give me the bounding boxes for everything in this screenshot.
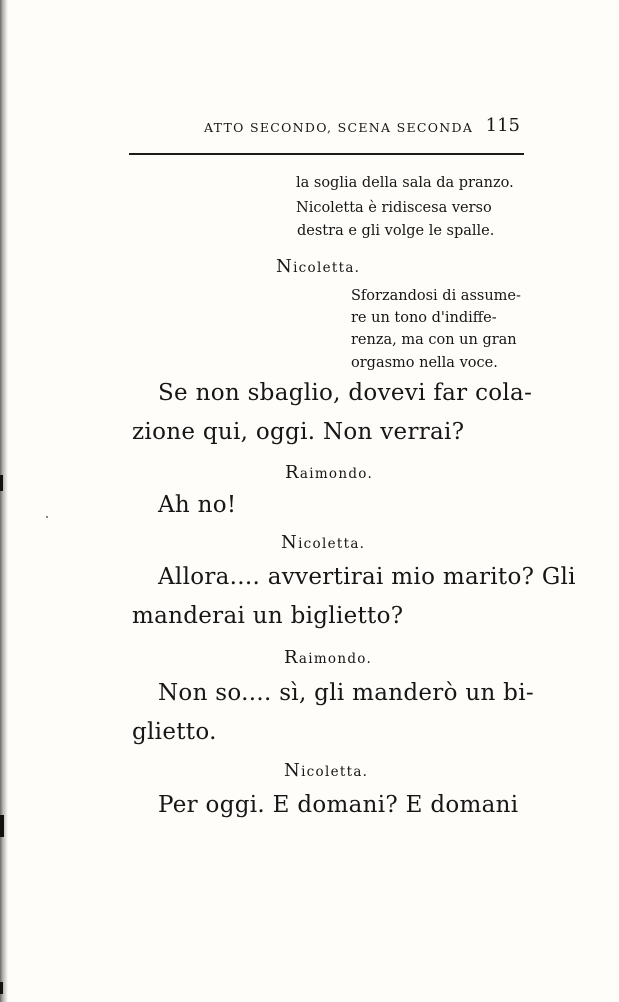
stage-direction-line: la soglia della sala da pranzo.	[296, 175, 514, 191]
edge-mark	[0, 982, 3, 994]
dialogue-line: Ah no!	[158, 492, 237, 518]
speaker-name: Nicoletta.	[276, 256, 361, 277]
edge-mark	[0, 815, 4, 837]
stage-direction-line: destra e gli volge le spalle.	[297, 223, 495, 239]
speaker-name: Nicoletta.	[281, 532, 366, 553]
stage-direction-line: orgasmo nella voce.	[351, 355, 498, 371]
edge-mark	[0, 475, 3, 491]
stage-direction-line: re un tono d'indiffe-	[351, 310, 497, 326]
dialogue-line: manderai un biglietto?	[132, 603, 404, 629]
dialogue-line: Se non sbaglio, dovevi far cola-	[158, 380, 533, 406]
speaker-name: Raimondo.	[284, 647, 373, 668]
stage-direction-line: Sforzandosi di assume-	[351, 288, 521, 304]
stage-direction-line: Nicoletta è ridiscesa verso	[296, 200, 492, 216]
dialogue-line: Allora.... avvertirai mio marito? Gli	[158, 564, 576, 590]
speck	[46, 516, 48, 518]
header-rule	[129, 153, 524, 155]
page-header	[132, 112, 530, 142]
dialogue-line: Per oggi. E domani? E domani	[158, 792, 519, 818]
page-number: 115	[485, 115, 520, 136]
dialogue-line: zione qui, oggi. Non verrai?	[132, 419, 465, 445]
stage-direction-line: renza, ma con un gran	[351, 332, 517, 348]
dialogue-line: Non so.... sì, gli manderò un bi-	[158, 680, 534, 706]
speaker-name: Raimondo.	[285, 462, 374, 483]
page-edge-shadow	[0, 0, 8, 1002]
running-head: ATTO SECONDO, SCENA SECONDA	[204, 120, 474, 135]
speaker-name: Nicoletta.	[284, 760, 369, 781]
dialogue-line: glietto.	[132, 719, 217, 745]
